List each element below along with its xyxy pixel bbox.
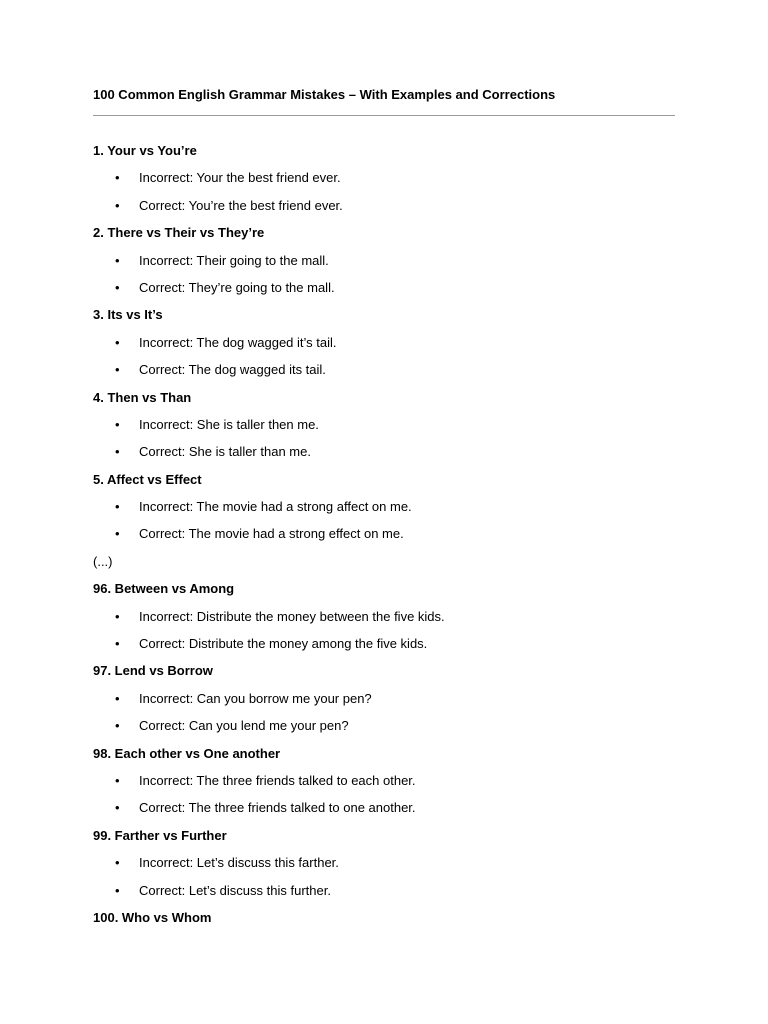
example-item — [93, 712, 675, 739]
example-text: Incorrect: Distribute the money between the five kids. — [139, 608, 445, 624]
section-heading: 1. Your vs You’re — [93, 143, 197, 158]
example-list — [93, 603, 675, 658]
example-item — [93, 520, 675, 547]
example-item — [93, 192, 675, 219]
example-text: Correct: You’re the best friend ever. — [139, 197, 343, 213]
example-item — [93, 849, 675, 876]
example-text: Correct: Let’s discuss this further. — [139, 882, 331, 898]
example-text: Correct: Distribute the money among the five kids. — [139, 636, 428, 652]
example-text: Incorrect: Let’s discuss this farther. — [139, 855, 339, 871]
example-list — [93, 767, 675, 822]
example-text: Incorrect: The three friends talked to each other. — [139, 772, 416, 788]
section-heading: 99. Farther vs Further — [93, 827, 227, 843]
example-item — [93, 329, 675, 356]
example-item — [93, 164, 675, 191]
bullet-icon: • — [115, 855, 120, 871]
bullet-icon: • — [115, 197, 120, 213]
bullet-icon: • — [115, 499, 120, 515]
section-heading: 4. Then vs Than — [93, 389, 192, 405]
section-heading: 3. Its vs It’s — [93, 307, 163, 323]
bullet-icon: • — [115, 416, 120, 432]
bullet-icon: • — [115, 608, 120, 624]
example-list — [93, 411, 675, 466]
document-body — [93, 137, 675, 931]
example-item — [93, 767, 675, 794]
example-list — [93, 849, 675, 904]
example-list — [93, 493, 675, 548]
example-list — [93, 329, 675, 384]
example-list — [93, 247, 675, 302]
example-item — [93, 794, 675, 821]
bullet-icon: • — [115, 334, 120, 350]
example-text: Correct: The three friends talked to one another. — [139, 800, 416, 816]
bullet-icon: • — [115, 800, 120, 816]
example-list — [93, 685, 675, 740]
bullet-icon: • — [115, 444, 120, 460]
example-text: Incorrect: Can you borrow me your pen? — [139, 690, 372, 706]
example-text: Incorrect: Your the best friend ever. — [139, 170, 341, 186]
title-divider — [93, 115, 675, 116]
example-text: Incorrect: Their going to the mall. — [139, 252, 329, 268]
bullet-icon: • — [115, 690, 120, 706]
example-item — [93, 685, 675, 712]
example-list — [93, 164, 675, 219]
example-item — [93, 356, 675, 383]
section-heading: 100. Who vs Whom — [93, 909, 212, 925]
example-text: Incorrect: The dog wagged it’s tail. — [139, 334, 337, 350]
example-text: Correct: They’re going to the mall. — [139, 279, 335, 295]
section-heading: 96. Between vs Among — [93, 581, 235, 597]
bullet-icon: • — [115, 772, 120, 788]
section-heading: 97. Lend vs Borrow — [93, 663, 213, 679]
bullet-icon: • — [115, 718, 120, 734]
example-item — [93, 630, 675, 657]
bullet-icon: • — [115, 170, 120, 186]
example-text: Correct: The movie had a strong effect on me. — [139, 526, 404, 542]
document-title: 100 Common English Grammar Mistakes – With Examples and Corrections — [93, 87, 556, 102]
bullet-icon: • — [115, 526, 120, 542]
example-text: Correct: The dog wagged its tail. — [139, 362, 326, 378]
bullet-icon: • — [115, 279, 120, 295]
example-item — [93, 603, 675, 630]
section-heading: 98. Each other vs One another — [93, 745, 281, 761]
section-heading: 5. Affect vs Effect — [93, 471, 202, 487]
bullet-icon: • — [115, 636, 120, 652]
bullet-icon: • — [115, 252, 120, 268]
example-item — [93, 877, 675, 904]
example-item — [93, 274, 675, 301]
example-text: Correct: Can you lend me your pen? — [139, 718, 349, 734]
example-item — [93, 493, 675, 520]
section-heading: 2. There vs Their vs They’re — [93, 225, 265, 241]
example-item — [93, 247, 675, 274]
example-text: Incorrect: The movie had a strong affect on me. — [139, 499, 412, 515]
example-text: Correct: She is taller than me. — [139, 444, 311, 460]
example-item — [93, 438, 675, 465]
example-text: Incorrect: She is taller then me. — [139, 416, 319, 432]
bullet-icon: • — [115, 882, 120, 898]
example-item — [93, 411, 675, 438]
omission-marker: (...) — [93, 553, 113, 569]
bullet-icon: • — [115, 362, 120, 378]
